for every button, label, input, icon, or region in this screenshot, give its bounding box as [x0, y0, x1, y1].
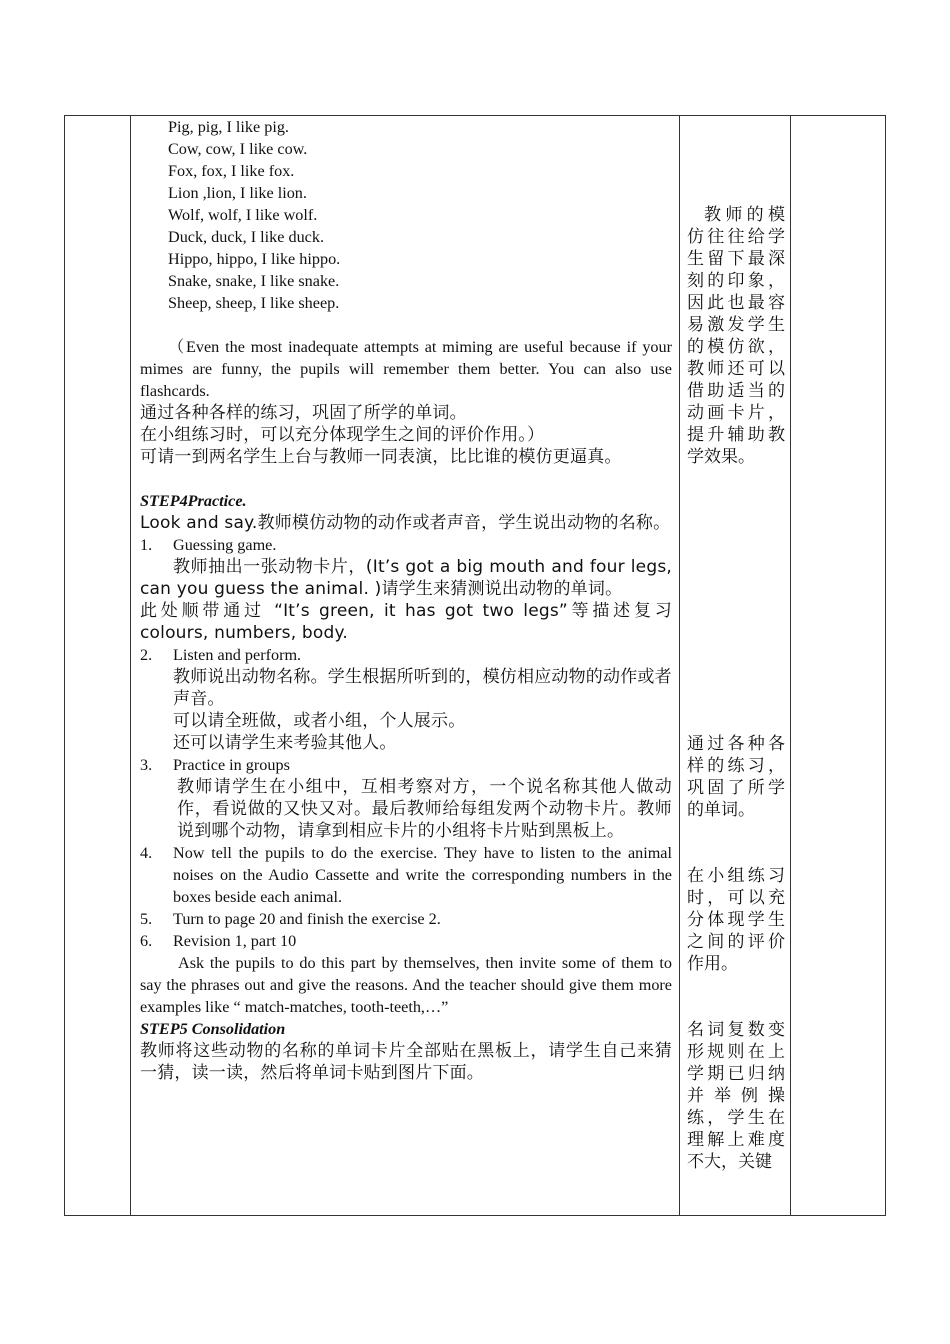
- rhyme-list: [140, 116, 672, 314]
- list-item: 5. Turn to page 20 and finish the exercise 2.: [140, 908, 672, 930]
- list-item-line: 还可以请学生来考验其他人。: [173, 733, 397, 753]
- step5-title: STEP5 Consolidation: [140, 1020, 286, 1038]
- list-item-line: 教师说出动物名称。学生根据所听到的，模仿相应动物的动作或者声音。: [173, 667, 672, 709]
- list-item: 6. Revision 1, part 10: [140, 930, 672, 952]
- list-item-title: Turn to page 20 and finish the exercise 2.: [173, 910, 441, 928]
- list-item: 3. Practice in groups: [140, 754, 672, 776]
- list-item: 4. Now tell the pupils to do the exercise. They have to listen to the animal noises on the Audio Cassette and write the corresponding numbers in the boxes beside each animal.: [140, 844, 672, 906]
- rhyme-line: Lion ,lion, I like lion.: [168, 184, 307, 202]
- side-note-1: 教师的模仿往往给学生留下最深刻的印象，因此也最容易激发学生的模仿欲，教师还可以借助适当的动画卡片，提升辅助教学效果。: [687, 205, 785, 467]
- list-item-title: Now tell the pupils to do the exercise. They have to listen to the animal noises on the Audio Cassette and write the corresponding numbers in the boxes beside each animal.: [173, 844, 672, 906]
- rhyme-line: Wolf, wolf, I like wolf.: [168, 206, 318, 224]
- column-divider-1: [130, 116, 131, 1215]
- rhyme-line: Hippo, hippo, I like hippo.: [168, 250, 341, 268]
- list-item-body: 教师请学生在小组中，互相考察对方，一个说名称其他人做动作，看说做的又快又对。最后教师给每组发两个动物卡片。教师说到哪个动物，请拿到相应卡片的小组将卡片贴到黑板上。: [177, 777, 672, 841]
- rhyme-line: Fox, fox, I like fox.: [168, 162, 295, 180]
- list-item-body: 教师抽出一张动物卡片，(It’s got a big mouth and four legs, can you guess the animal. )请学生来猜测说出动物的单词。: [140, 557, 672, 599]
- rhyme-line: Cow, cow, I like cow.: [168, 140, 308, 158]
- side-note-3: 在小组练习时，可以充分体现学生之间的评价作用。: [687, 866, 785, 974]
- rhyme-line: Pig, pig, I like pig.: [168, 118, 289, 136]
- list-item-extra: 此处顺带通过 “It’s green, it has got two legs”等描述复习 colours, numbers, body.: [140, 601, 672, 643]
- side-note-2: 通过各种各样的练习，巩固了所学的单词。: [687, 734, 785, 820]
- rhyme-line: Sheep, sheep, I like sheep.: [168, 294, 340, 312]
- column-divider-3: [790, 116, 791, 1215]
- list-item: 2. Listen and perform.: [140, 644, 672, 666]
- rhyme-line: Duck, duck, I like duck.: [168, 228, 324, 246]
- step4-intro: Look and say.教师模仿动物的动作或者声音，学生说出动物的名称。: [140, 513, 671, 533]
- procedure-column: [140, 116, 672, 1084]
- list-item-body: Ask the pupils to do this part by themselves, then invite some of them to say the phrases out and give the reasons. And the teacher should give them more examples like “ match-matches, tooth-teeth,…”: [140, 954, 672, 1016]
- column-divider-2: [679, 116, 680, 1215]
- note-cn-1: 通过各种各样的练习，巩固了所学的单词。: [140, 403, 467, 423]
- list-item-title: Revision 1, part 10: [173, 932, 297, 950]
- list-item-title: Practice in groups: [173, 756, 290, 774]
- lesson-plan-table: [64, 115, 886, 1216]
- note-cn-2: 在小组练习时，可以充分体现学生之间的评价作用。）: [140, 425, 545, 445]
- note-cn-3: 可请一到两名学生上台与教师一同表演，比比谁的模仿更逼真。: [140, 447, 622, 467]
- step5-body: 教师将这些动物的名称的单词卡片全部贴在黑板上，请学生自己来猜一猜，读一读，然后将单词卡贴到图片下面。: [140, 1041, 672, 1083]
- miming-note: （Even the most inadequate attempts at miming are useful because if your mimes are funny, the pupils will remember them better. You can also use flashcards.: [140, 338, 672, 400]
- list-item-line: 可以请全班做，或者小组，个人展示。: [173, 711, 466, 731]
- rhyme-line: Snake, snake, I like snake.: [168, 272, 340, 290]
- step4-title: STEP4Practice.: [140, 492, 247, 510]
- list-item-title: Guessing game.: [173, 536, 277, 554]
- list-item: 1. Guessing game.: [140, 534, 672, 556]
- side-note-4: 名词复数变形规则在上学期已归纳并举例操练，学生在理解上难度不大，关键: [687, 1020, 785, 1172]
- list-item-title: Listen and perform.: [173, 646, 302, 664]
